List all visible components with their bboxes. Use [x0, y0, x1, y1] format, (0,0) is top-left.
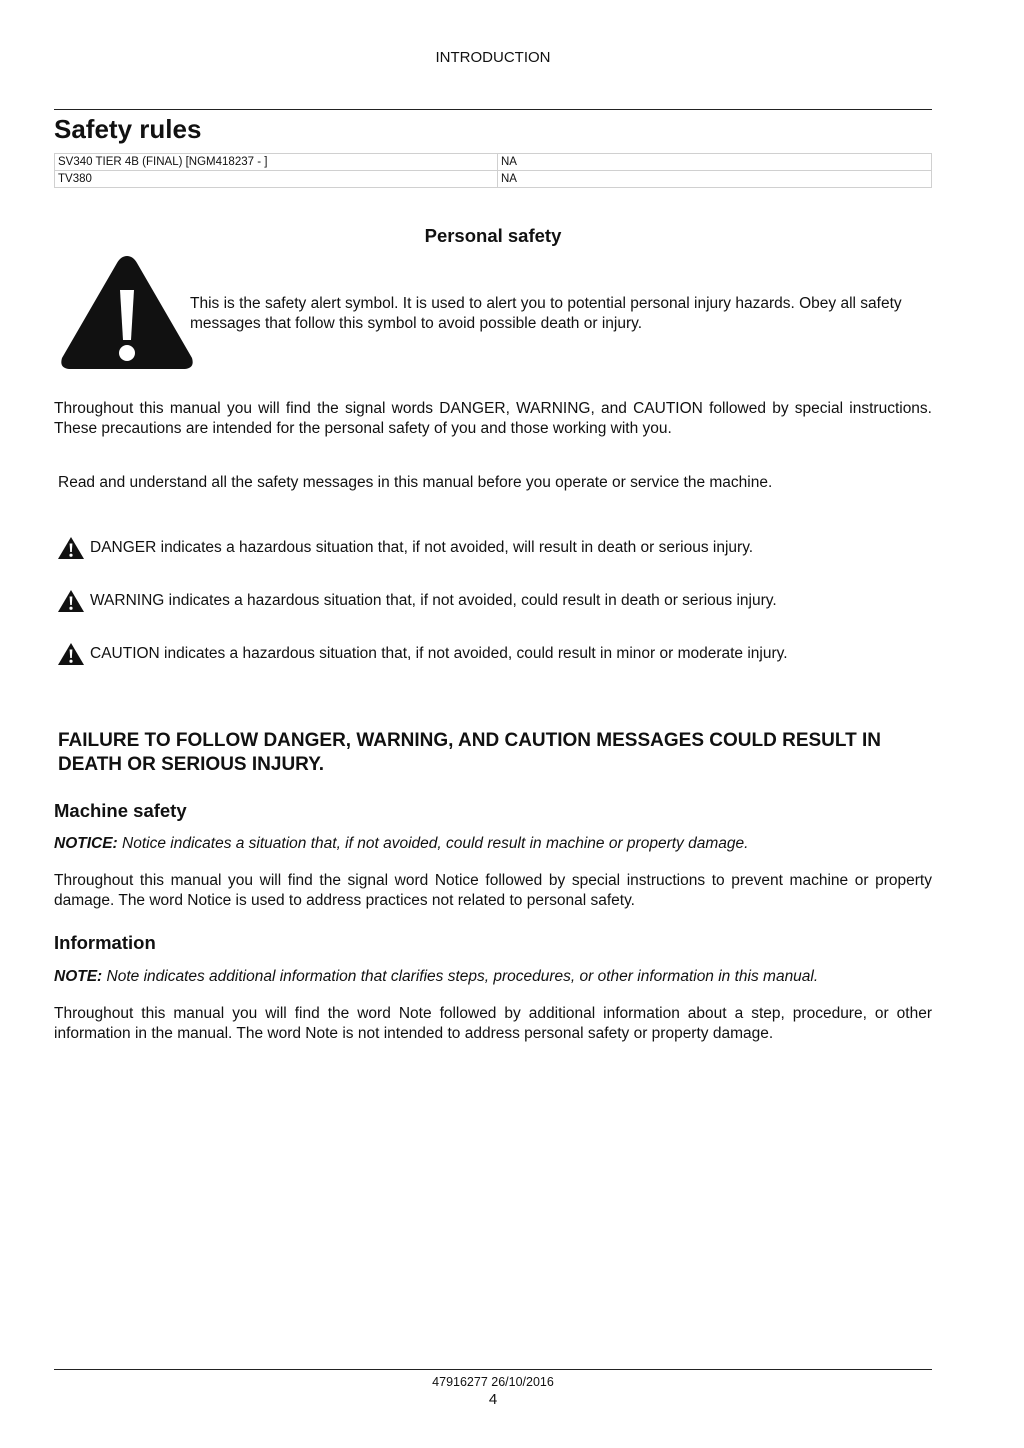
page-number: 4 — [488, 1391, 498, 1408]
table-cell-model: TV380 — [55, 171, 498, 188]
note-definition — [54, 967, 932, 987]
information-paragraph: Throughout this manual you will find the word Note followed by additional information about a step, procedure, or other information in the manual. The word Note is not intended to address personal safety or property damage. — [54, 1005, 932, 1042]
applicability-table — [54, 153, 932, 188]
failure-warning: FAILURE TO FOLLOW DANGER, WARNING, AND CAUTION MESSAGES COULD RESULT IN DEATH OR SERIOUS INJURY. — [58, 730, 881, 775]
note-label: NOTE: — [54, 968, 103, 985]
danger-definition: DANGER indicates a hazardous situation that, if not avoided, will result in death or serious injury. — [90, 539, 754, 556]
safety-alert-triangle-icon — [59, 252, 195, 372]
caution-row — [57, 642, 788, 666]
notice-label: NOTICE: — [54, 835, 118, 852]
footer-document-reference: 47916277 26/10/2016 — [432, 1375, 554, 1389]
table-cell-value: NA — [498, 171, 932, 188]
machine-safety-heading: Machine safety — [54, 800, 187, 821]
signal-words-paragraph: Throughout this manual you will find the signal words DANGER, WARNING, and CAUTION followed by special instructions. These precautions are intended for the personal safety of you and those working with you. — [54, 400, 932, 437]
footer-rule — [54, 1369, 932, 1370]
notice-text: Notice indicates a situation that, if not avoided, could result in machine or property damage. — [122, 835, 749, 852]
table-row — [55, 154, 932, 171]
personal-safety-heading: Personal safety — [424, 225, 562, 246]
warning-triangle-icon — [57, 642, 85, 666]
header-rule — [54, 109, 932, 110]
table-cell-model: SV340 TIER 4B (FINAL) [NGM418237 - ] — [55, 154, 498, 171]
danger-row — [57, 536, 753, 560]
table-cell-value: NA — [498, 154, 932, 171]
warning-row — [57, 589, 777, 613]
notice-definition — [54, 834, 932, 854]
page-title: Safety rules — [54, 114, 202, 144]
caution-definition: CAUTION indicates a hazardous situation that, if not avoided, could result in minor or moderate injury. — [90, 645, 788, 662]
note-text: Note indicates additional information that clarifies steps, procedures, or other information in this manual. — [106, 968, 819, 985]
warning-definition: WARNING indicates a hazardous situation that, if not avoided, could result in death or serious injury. — [90, 592, 777, 609]
alert-symbol-description: This is the safety alert symbol. It is used to alert you to potential personal injury hazards. Obey all safety messages that follow this symbol to avoid possible death or injury. — [190, 295, 902, 332]
warning-triangle-icon — [57, 589, 85, 613]
information-heading: Information — [54, 932, 156, 953]
running-header: INTRODUCTION — [435, 49, 551, 66]
table-row — [55, 171, 932, 188]
warning-triangle-icon — [57, 536, 85, 560]
read-understand-paragraph: Read and understand all the safety messages in this manual before you operate or service the machine. — [58, 474, 773, 491]
machine-safety-paragraph: Throughout this manual you will find the signal word Notice followed by special instructions to prevent machine or property damage. The word Notice is used to address practices not related to personal safety. — [54, 872, 932, 909]
